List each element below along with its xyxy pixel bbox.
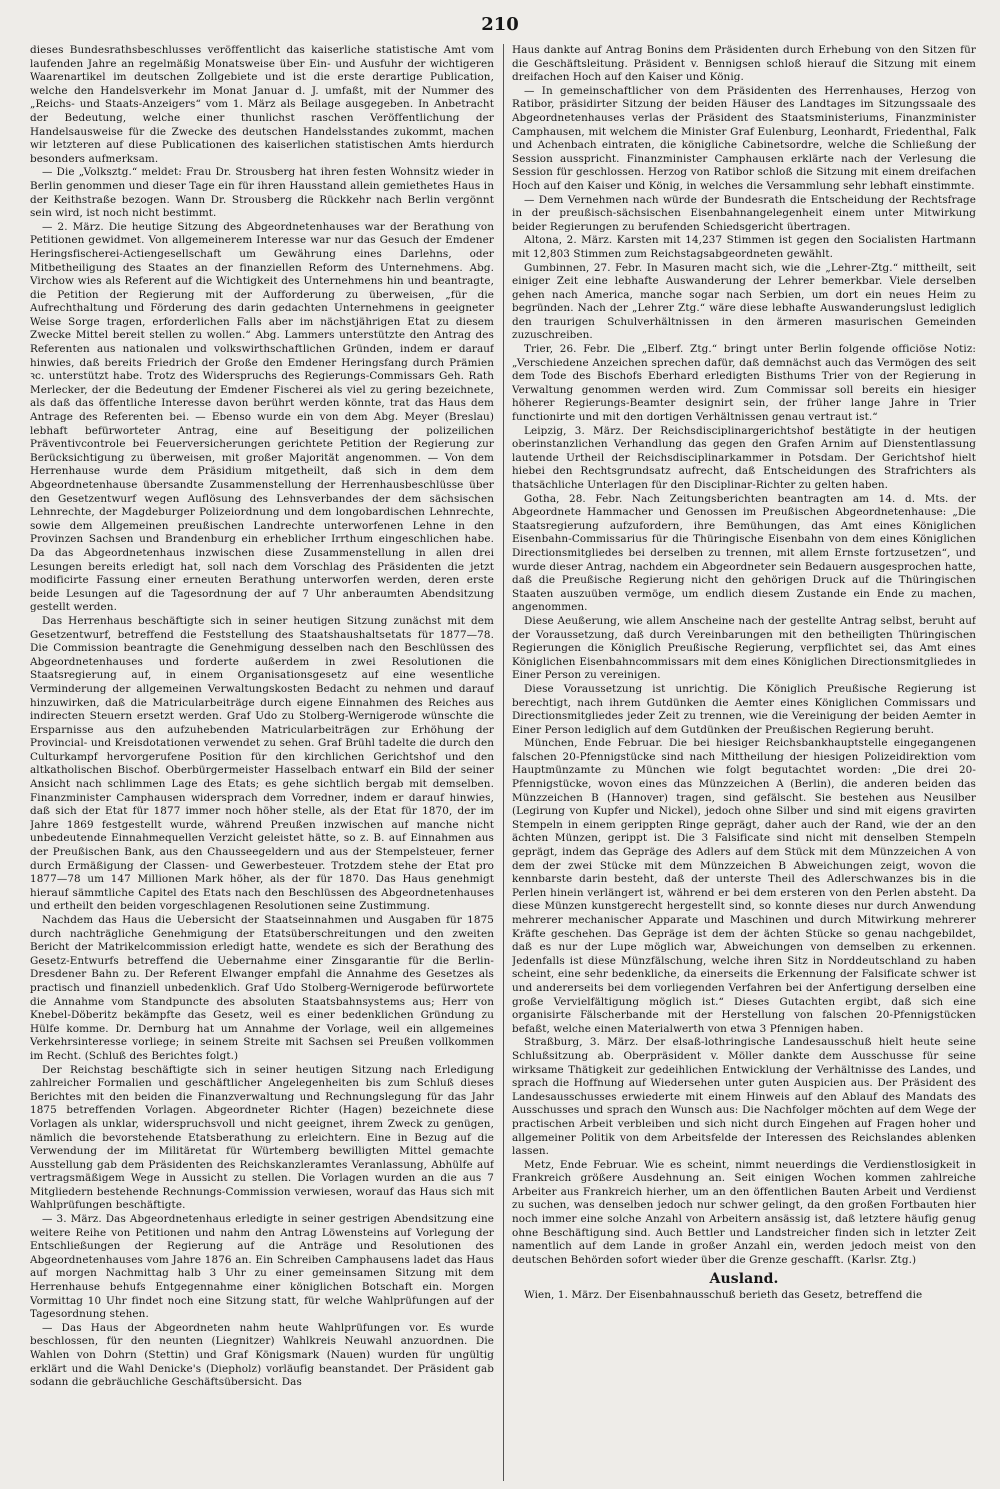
article-paragraph: Das Herrenhaus beschäftigte sich in seiner heutigen Sitzung zunächst mit dem Gesetzentwurf, betreffend die Feststellung des Staatshaushaltsetats für 1877—78. Die Commission beantragte die Genehmigung desselben nach den Beschlüssen des Abgeordnetenhauses und forderte außerdem in zwei Resolutionen die Staatsregierung auf, in einem Organisationsgesetz auf eine wesentliche Verminderung der allgemeinen Verwaltungskosten Bedacht zu nehmen und darauf hinzuwirken, daß die Matricularbeiträge durch eigene Einnahmen des Reiches aus indirecten Steuern ersetzt werden. Graf Udo zu Stolberg-Wernigerode wünschte die Ersparnisse aus den aufzuhebenden Matricularbeiträgen zur Erhöhung der Provincial- und Kreisdotationen verwendet zu sehen. Graf Brühl tadelte die durch den Culturkampf hervorgerufene Position für den kirchlichen Gerichtshof und den altkatholischen Bischof. Oberbürgermeister Hasselbach entwarf ein Bild der seiner Ansicht nach schlimmen Lage des Etats; es gehe sichtlich bergab mit demselben. Finanzminister Camphausen widersprach dem Vorredner, indem er darauf hinwies, daß sich der Etat für 1877 immer noch höher stelle, als der Etat für 1870, der im Jahre 1869 festgestellt wurde, während Preußen inzwischen auf manche nicht unbedeutende Einnahmequellen Verzicht geleistet hätte, so z. B. auf Einnahmen aus der Preußischen Bank, aus den Chausseegeldern und aus der Stempelsteuer, ferner durch Ermäßigung der Classen- und Gewerbesteuer. Trotzdem stehe der Etat pro 1877—78 um 147 Millionen Mark höher, als der für 1870. Das Haus genehmigt hierauf sämmtliche Capitel des Etats nach den Beschlüssen des Abgeordnetenhauses und ertheilt den beiden vorgeschlagenen Resolutionen seine Zustimmung. (30, 614, 494, 913)
article-paragraph: — Das Haus der Abgeordneten nahm heute Wahlprüfungen vor. Es wurde beschlossen, für den neunten (Liegnitzer) Wahlkreis Neuwahl anzuordnen. Die Wahlen von Dohrn (Stettin) und Graf Königsmark (Nauen) wurden für ungültig erklärt und die Wahl Denicke's (Diepholz) vorläufig beanstandet. Der Präsident gab sodann die gebräuchliche Geschäftsübersicht. Das (30, 1321, 494, 1389)
article-paragraph: Nachdem das Haus die Uebersicht der Staatseinnahmen und Ausgaben für 1875 durch nachträgliche Genehmigung der Etatsüberschreitungen und den zweiten Bericht der Matrikelcommission erledigt hatte, wendete es sich der Berathung des Gesetz-Entwurfs betreffend die Uebernahme einer Zinsgarantie für die Berlin-Dresdener Bahn zu. Der Referent Elwanger empfahl die Annahme des Gesetzes als practisch und finanziell unbedenklich. Graf Udo Stolberg-Wernigerode befürwortete die Annahme vom Standpuncte des absoluten Staatsbahnsystems aus; Herr von Knebel-Döberitz bekämpfte das Gesetz, weil es einer bedenklichen Gründung zu Hülfe komme. Dr. Dernburg hat um Annahme der Vorlage, weil ein allgemeines Verkehrsinteresse vorliege; in seinem Streite mit Sachsen sei Preußen vollkommen im Recht. (Schluß des Berichtes folgt.) (30, 914, 494, 1062)
article-paragraph: — Die „Volksztg.“ meldet: Frau Dr. Strousberg hat ihren festen Wohnsitz wieder in Berlin genommen und dieser Tage ein für ihren Hausstand allein gemiethetes Haus in der Keithstraße bezogen. Wann Dr. Strousberg die Rückkehr nach Berlin vergönnt sein wird, ist noch nicht bestimmt. (30, 166, 494, 220)
article-paragraph: Diese Aeußerung, wie allem Anscheine nach der gestellte Antrag selbst, beruht auf der Voraussetzung, daß durch Vereinbarungen mit den betheiligten Thüringischen Regierungen die Königlich Preußische Regierung, verpflichtet sei, das Amt eines Königlichen Eisenbahncommissars mit dem eines Königlichen Directionsmitgliedes in Einer Person zu vereinigen. (512, 614, 976, 682)
article-paragraph: Gumbinnen, 27. Febr. In Masuren macht sich, wie die „Lehrer-Ztg.“ mittheilt, seit einiger Zeit eine lebhafte Auswanderung der Lehrer bemerkbar. Viele derselben gehen nach America, manche sogar nach Serbien, um dort ein neues Heim zu begründen. Nach der „Lehrer Ztg.“ wäre diese lebhafte Auswanderungslust lediglich den traurigen Schulverhältnissen in den ärmeren masurischen Gemeinden zuzuschreiben. (512, 261, 976, 342)
page-number: 210 (481, 14, 519, 35)
article-paragraph: Der Reichstag beschäftigte sich in seiner heutigen Sitzung nach Erledigung zahlreicher Formalien und geschäftlicher Angelegenheiten bis zum Schluß dieses Berichtes mit den beiden die Finanzverwaltung und Rechnungslegung für das Jahr 1875 betreffenden Vorlagen. Abgeordneter Richter (Hagen) bezeichnete diese Vorlagen als unklar, widerspruchsvoll und nicht geeignet, ihrem Zweck zu genügen, nämlich die bevorstehende Etatsberathung zu erleichtern. Eine in Bezug auf die Verwendung der im Militäretat für Würtemberg bewilligten Mittel gemachte Ausstellung gab dem Präsidenten des Reichskanzleramtes Veranlassung, Abhülfe auf vertragsmäßigem Wege in Aussicht zu stellen. Die Vorlagen wurden an die aus 7 Mitgliedern bestehende Rechnungs-Commission verwiesen, worauf das Haus sich mit Wahlprüfungen beschäftigte. (30, 1063, 494, 1212)
left-column (30, 44, 494, 1484)
article-paragraph: Haus dankte auf Antrag Bonins dem Präsidenten durch Erhebung von den Sitzen für die Geschäftsleitung. Präsident v. Bennigsen schloß hierauf die Sitzung mit einem dreifachen Hoch auf den Kaiser und König. (512, 44, 976, 84)
article-paragraph: — 2. März. Die heutige Sitzung des Abgeordnetenhauses war der Berathung von Petitionen gewidmet. Von allgemeinerem Interesse war nur das Gesuch der Emdener Heringsfischerei-Actiengesellschaft um Gewährung eines Darlehns, oder Mitbetheiligung des Staates an der finanziellen Reform des Unternehmens. Abg. Virchow wies als Referent auf die Wichtigkeit des Unternehmens hin und beantragte, die Petition der Regierung mit der Aufforderung zu überweisen, „für die Aufrechthaltung und Förderung des darin gedachten Unternehmens in geeigneter Weise Sorge tragen, erforderlichen Falls aber im nächstjährigen Etat zu diesem Zwecke Mittel bereit stellen zu wollen.“ Abg. Lammers unterstützte den Antrag des Referenten aus nationalen und volkswirthschaftlichen Gründen, indem er darauf hinwies, daß bereits Friedrich der Große den Emdener Heringsfang durch Prämien ꝛc. unterstützt habe. Trotz des Widerspruchs des Regierungs-Commissars Geh. Rath Merlecker, der die Bedeutung der Emdener Fischerei als viel zu gering bezeichnete, als daß das öffentliche Interesse davon berührt werden könnte, trat das Haus dem Antrage des Referenten bei. — Ebenso wurde ein von dem Abg. Meyer (Breslau) lebhaft befürworteter Antrag, eine auf Beseitigung der polizeilichen Präventivcontrole bei Feuerversicherungen gerichtete Petition der Regierung zur Berücksichtigung zu überweisen, mit großer Majorität angenommen. — Von dem Herrenhause wurde dem Präsidium mitgetheilt, daß sich in dem dem Abgeordnetenhause übersandte Zusammenstellung der Herrenhausbeschlüsse über den Gesetzentwurf wegen Auflösung des Lehnsverbandes der dem sächsischen Lehnrechte, der Magdeburger Polizeiordnung und dem longobardischen Lehnrechte, sowie dem Allgemeinen preußischen Landrechte unterworfenen Lehne in den Provinzen Sachsen und Brandenburg ein erheblicher Irrthum eingeschlichen habe. Da das Abgeordnetenhaus inzwischen diese Zusammenstellung in allen drei Lesungen bereits erledigt hat, soll nach dem Vorschlag des Präsidenten die jetzt modificirte Fassung einer erneuten Berathung unterworfen werden, deren erste beide Lesungen auf die Tagesordnung der auf 7 Uhr anberaumten Abendsitzung gestellt werden. (30, 220, 494, 614)
right-column (512, 44, 976, 1484)
column-divider (503, 44, 504, 1481)
article-paragraph: Leipzig, 3. März. Der Reichsdisciplinargerichtshof bestätigte in der heutigen oberinstanzlichen Verhandlung das gegen den Grafen Arnim auf Dienstentlassung lautende Urtheil der Reichsdisciplinarkammer in Potsdam. Der Gerichtshof hielt hiebei den Rechtsgrundsatz aufrecht, daß Entscheidungen des Strafrichters als thatsächliche Unterlagen für den Disciplinar-Richter zu gelten haben. (512, 424, 976, 491)
article-paragraph: Straßburg, 3. März. Der elsaß-lothringische Landesausschuß hielt heute seine Schlußsitzung ab. Oberpräsident v. Möller dankte dem Ausschusse für seine wirksame Thätigkeit zur gedeihlichen Entwicklung der Verhältnisse des Landes, und sprach die Hoffnung auf Wiedersehen unter guten Auspicien aus. Der Präsident des Landesausschusses erwiederte mit einem Hinweis auf den Ablauf des Mandats des Ausschusses und sprach den Wunsch aus: Die Nachfolger möchten auf dem Wege der practischen Arbeit verbleiben und sich nicht durch Eingehen auf Fragen hoher und allgemeiner Politik von dem Arbeitsfelde der Interessen des Reichslandes ablenken lassen. (512, 1036, 976, 1158)
article-paragraph: Trier, 26. Febr. Die „Elberf. Ztg.“ bringt unter Berlin folgende officiöse Notiz: „Verschiedene Anzeichen sprechen dafür, daß demnächst auch das Vermögen des seit dem Tode des Bischofs Eberhard erledigten Bisthums Trier von der Regierung in Verwaltung genommen werden wird. Zum Commissar soll bereits ein hiesiger höherer Regierungs-Beamter designirt sein, der früher lange Jahre in Trier functionirte und mit den dortigen Verhältnissen genau vertraut ist.“ (512, 343, 976, 424)
article-paragraph: Wien, 1. März. Der Eisenbahnausschuß berieth das Gesetz, betreffend die (524, 1289, 923, 1302)
article-paragraph: München, Ende Februar. Die bei hiesiger Reichsbankhauptstelle eingegangenen falschen 20-Pfennigstücke sind nach Mittheilung der hiesigen Polizeidirektion vom Hauptmünzamte zu München wie folgt begutachtet worden: „Die drei 20-Pfennigstücke, wovon eines das Münzzeichen A (Berlin), die anderen beiden das Münzzeichen B (Hannover) tragen, sind gefälscht. Sie bestehen aus Neusilber (Legirung von Kupfer und Nickel), jedoch ohne Silber und sind mit eigens gravirten Stempeln in einem gerippten Ringe geprägt, daher auch der Rand, wie der an den ächten Münzen, gerippt ist. Die 3 Falsificate sind nicht mit denselben Stempeln geprägt, indem das Gepräge des Adlers auf dem Stück mit dem Münzzeichen A von dem der zwei Stücke mit dem Münzzeichen B Abweichungen zeigt, wovon die kennbarste darin besteht, daß der unterste Theil des Adlerschwanzes bis in die Perlen hinein verlängert ist, während er bei dem ersteren von den Perlen absteht. Da diese Münzen kunstgerecht hergestellt sind, so konnte dieses nur durch Anwendung mehrerer mechanischer Apparate und Maschinen und durch Mitwirkung mehrerer Kräfte geschehen. Das Gepräge ist dem der ächten Stücke so genau nachgebildet, daß es nur der Lupe möglich war, Abweichungen von demselben zu erkennen. Jedenfalls ist diese Münzfälschung, welche ihren Sitz in Norddeutschland zu haben scheint, eine sehr bedenkliche, da einerseits die Erkennung der Falsificate schwer ist und andererseits bei dem vorliegenden Verfahren bei der Anfertigung derselben eine große Vervielfältigung möglich ist.“ Dieses Gutachten ergibt, daß sich eine organisirte Fälscherbande mit der Herstellung von falschen 20-Pfennigstücken befaßt, welche einen Materialwerth von etwa 3 Pfennigen haben. (512, 737, 976, 1035)
article-paragraph: Diese Voraussetzung ist unrichtig. Die Königlich Preußische Regierung ist berechtigt, nach ihrem Gutdünken die Aemter eines Königlichen Commissars und Directionsmitgliedes jeder Zeit zu trennen, wie die Vereinigung der beiden Aemter in Einer Person lediglich auf dem Gutdünken der Preußischen Regierung beruht. (512, 682, 976, 736)
article-paragraph: dieses Bundesrathsbeschlusses veröffentlicht das kaiserliche statistische Amt vom laufenden Jahre an regelmäßig Monatsweise über Ein- und Ausfuhr der wichtigeren Waarenartikel im deutschen Zollgebiete und ist die erste derartige Publication, welche den Handelsverkehr im Monat Januar d. J. umfaßt, mit der Nummer des „Reichs- und Staats-Anzeigers“ vom 1. März als Beilage ausgegeben. In Anbetracht der Bedeutung, welche einer thunlichst raschen Veröffentlichung der Handelsausweise für die Zwecke des deutschen Handelsstandes zukommt, machen wir letzteren auf diese Publicationen des kaiserlichen statistischen Amts hierdurch besonders aufmerksam. (30, 44, 494, 165)
article-paragraph: Altona, 2. März. Karsten mit 14,237 Stimmen ist gegen den Socialisten Hartmann mit 12,803 Stimmen zum Reichstagsabgeordneten gewählt. (512, 234, 976, 260)
article-paragraph: Gotha, 28. Febr. Nach Zeitungsberichten beantragten am 14. d. Mts. der Abgeordnete Hammacher und Genossen im Preußischen Abgeordnetenhause: „Die Staatsregierung aufzufordern, ihre Bemühungen, das Amt eines Königlichen Eisenbahn-Commissarius für die Thüringische Eisenbahn von dem eines Königlichen Directionsmitgliedes bei derselben zu trennen, mit allem Ernste fortzusetzen“, und wurde dieser Antrag, nachdem ein Abgeordneter sein Bedauern ausgesprochen hatte, daß die Preußische Regierung nicht den gehörigen Druck auf die Thüringischen Staaten auszuüben vermöge, um endlich diesem Zustande ein Ende zu machen, angenommen. (512, 492, 976, 614)
article-paragraph: — In gemeinschaftlicher von dem Präsidenten des Herrenhauses, Herzog von Ratibor, präsidirter Sitzung der beiden Häuser des Landtages im Sitzungssaale des Abgeordnetenhauses verlas der Präsident des Staatsministeriums, Finanzminister Camphausen, mit welchem die Minister Graf Eulenburg, Leonhardt, Friedenthal, Falk und Achenbach eintraten, die königliche Cabinetsordre, welche die Schließung der Session ausspricht. Finanzminister Camphausen erklärte nach der Verlesung die Session für geschlossen. Herzog von Ratibor schloß die Sitzung mit einem dreifachen Hoch auf den Kaiser und König, in welches die Versammlung sehr lebhaft einstimmte. (512, 84, 976, 192)
article-paragraph: — 3. März. Das Abgeordnetenhaus erledigte in seiner gestrigen Abendsitzung eine weitere Reihe von Petitionen und nahm den Antrag Löwensteins auf Vorlegung der Entschließungen der Regierung auf die Anträge und Resolutionen des Abgeordnetenhauses vom Jahre 1876 an. Ein Schreiben Camphausens ladet das Haus auf morgen Nachmittag halb 3 Uhr zu einer gemeinsamen Sitzung mit dem Herrenhause behufs Entgegennahme einer königlichen Botschaft ein. Morgen Vormittag 10 Uhr findet noch eine Sitzung statt, für welche Wahlprüfungen auf der Tagesordnung stehen. (30, 1213, 494, 1321)
article-paragraph: — Dem Vernehmen nach würde der Bundesrath die Entscheidung der Rechtsfrage in der preußisch-sächsischen Eisenbahnangelegenheit einem unter Mitwirkung beider Regierungen zu berufenden Schiedsgericht übertragen. (512, 193, 976, 233)
article-paragraph: Metz, Ende Februar. Wie es scheint, nimmt neuerdings die Verdienstlosigkeit in Frankreich größere Ausdehnung an. Seit einigen Wochen kommen zahlreiche Arbeiter aus Frankreich hierher, um an den öffentlichen Bauten Arbeit und Verdienst zu suchen, was denselben jedoch nur schwer gelingt, da den großen Fortbauten hier noch immer eine solche Anzahl von Arbeitern ansässig ist, daß letztere häufig genug ohne Beschäftigung sind. Auch Bettler und Landstreicher finden sich in letzter Zeit namentlich auf dem Lande in großer Anzahl ein, werden jedoch meist von den deutschen Behörden sofort wieder über die Grenze geschafft. (Karlsr. Ztg.) (512, 1158, 976, 1266)
section-heading-ausland: Ausland. (709, 1271, 779, 1288)
